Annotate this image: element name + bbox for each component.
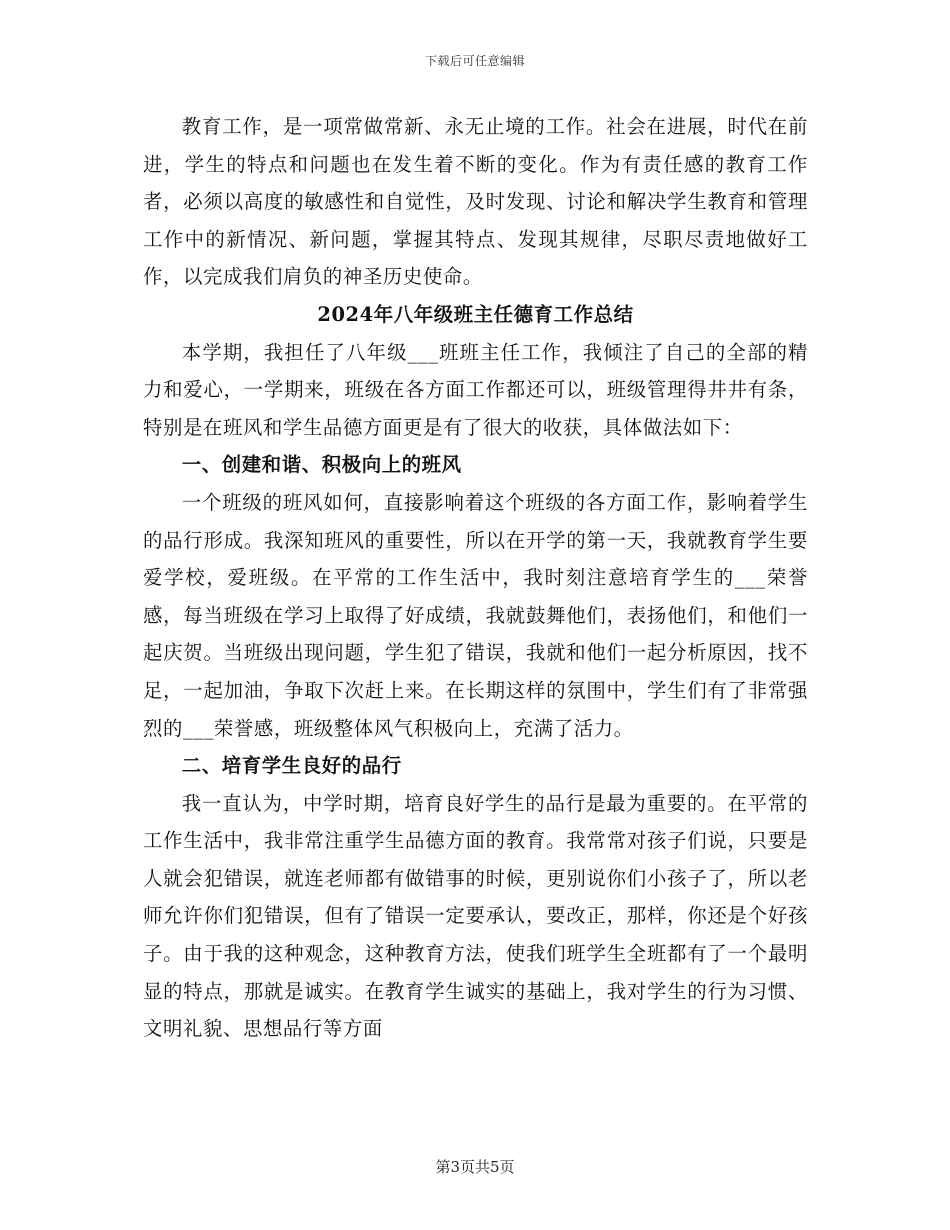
page-header: 下载后可任意编辑: [424, 54, 525, 68]
paragraph-1: 本学期，我担任了八年级___班班主任工作，我倾注了自己的全部的精力和爱心，一学期来，班级在各方面工作都还可以，班级管理得井井有条，特别是在班风和学生品德方面更是有了很大的收获，具体做法如下：: [143, 340, 808, 439]
document-title: 2024年八年级班主任德育工作总结: [317, 302, 634, 326]
paragraph-2: 一个班级的班风如何，直接影响着这个班级的各方面工作，影响着学生的品行形成。我深知班风的重要性，所以在开学的第一天，我就教育学生要爱学校，爱班级。在平常的工作生活中，我时刻注意培育学生的___荣誉感，每当班级在学习上取得了好成绩，我就鼓舞他们，表扬他们，和他们一起庆贺。当班级出现问题，学生犯了错误，我就和他们一起分析原因，找不足，一起加油，争取下次赶上来。在长期这样的氛围中，学生们有了非常强烈的___荣誉感，班级整体风气积极向上，充满了活力。: [143, 490, 808, 740]
document-body: [143, 108, 808, 1048]
paragraph-3: 我一直认为，中学时期，培育良好学生的品行是最为重要的。在平常的工作生活中，我非常注重学生品德方面的教育。我常常对孩子们说，只要是人就会犯错误，就连老师都有做错事的时候，更别说你们小孩子了，所以老师允许你们犯错误，但有了错误一定要承认，要改正，那样，你还是个好孩子。由于我的这种观念，这种教育方法，使我们班学生全班都有了一个最明显的特点，那就是诚实。在教育学生诚实的基础上，我对学生的行为习惯、文明礼貌、思想品行等方面: [143, 791, 808, 1041]
page-footer: 第3页共5页: [435, 1158, 515, 1176]
intro-paragraph: 教育工作，是一项常做常新、永无止境的工作。社会在进展，时代在前进，学生的特点和问题也在发生着不断的变化。作为有责任感的教育工作者，必须以高度的敏感性和自觉性，及时发现、讨论和解决学生教育和管理工作中的新情况、新问题，掌握其特点、发现其规律，尽职尽责地做好工作，以完成我们肩负的神圣历史使命。: [143, 115, 808, 289]
section-heading-2: 二、培育学生良好的品行: [181, 754, 402, 778]
section-heading-1: 一、创建和谐、积极向上的班风: [181, 453, 462, 477]
